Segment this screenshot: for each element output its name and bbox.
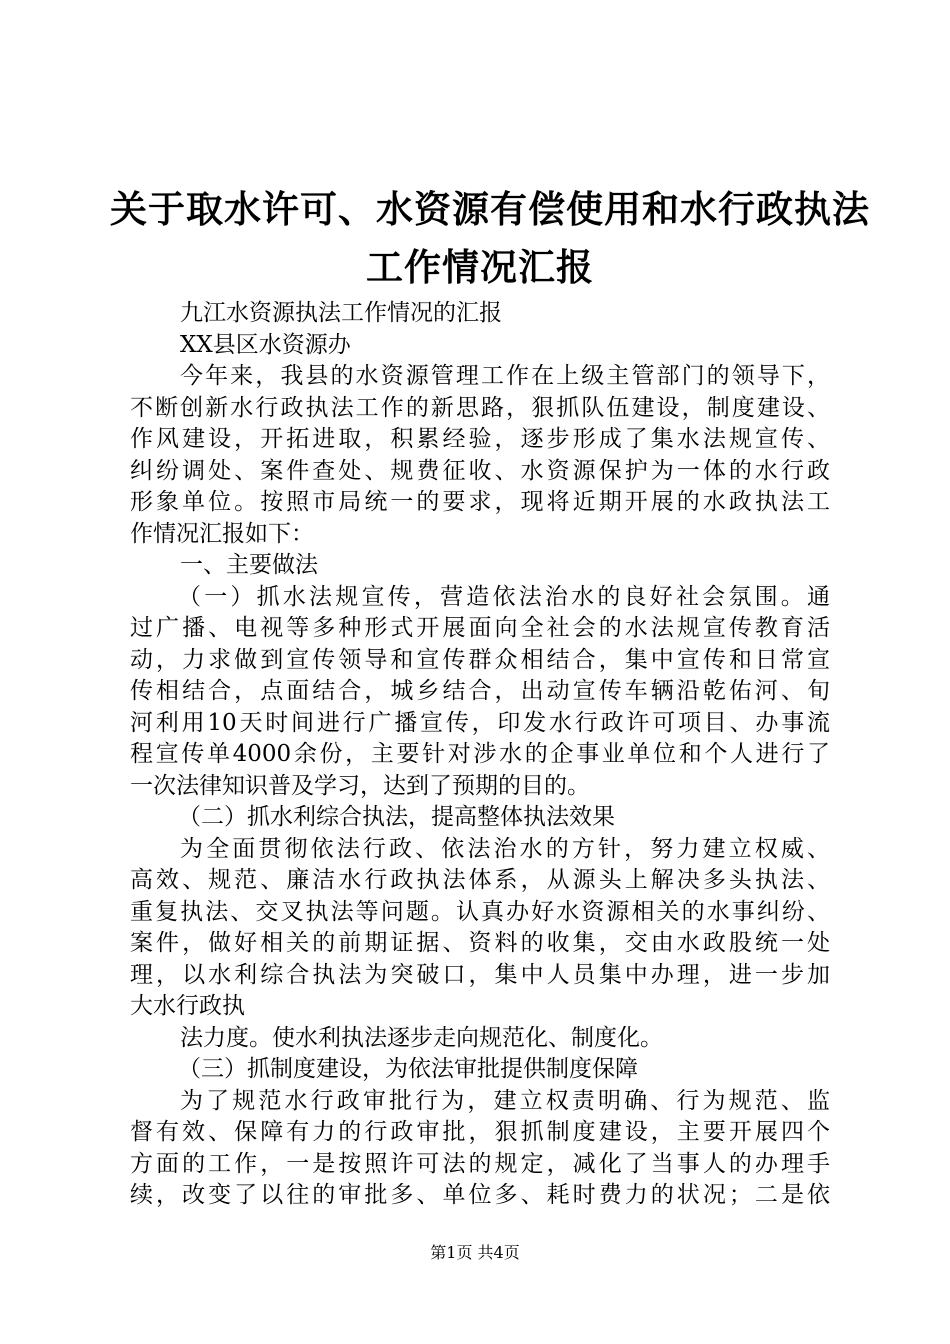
page-number-footer: 第1页 共4页 bbox=[430, 1243, 520, 1262]
paragraph-line: 今年来，我县的水资源管理工作在上级主管部门的领导下， bbox=[180, 363, 830, 389]
paragraph-line: 过广播、电视等多种形式开展面向全社会的水法规宣传教育活 bbox=[130, 615, 830, 641]
document-title-line-1: 关于取水许可、水资源有偿使用和水行政执法 bbox=[110, 188, 870, 231]
paragraph-line: 法力度。使水利执法逐步走向规范化、制度化。 bbox=[180, 1024, 663, 1051]
author-line: XX县区水资源办 bbox=[180, 331, 351, 358]
subsection-heading: （三）抓制度建设，为依法审批提供制度保障 bbox=[178, 1056, 638, 1082]
subsection-heading: （一）抓水法规宣传，营造依法治水的良好社会氛围。通 bbox=[178, 583, 830, 610]
paragraph-line: 为了规范水行政审批行为，建立权责明确、行为规范、监 bbox=[180, 1087, 830, 1114]
paragraph-line: 河利用10天时间进行广播宣传，印发水行政许可项目、办事流 bbox=[130, 709, 830, 736]
paragraph-line: 方面的工作，一是按照许可法的规定，减化了当事人的办理手 bbox=[130, 1150, 830, 1177]
paragraph-line: 为全面贯彻依法行政、依法治水的方针，努力建立权威、 bbox=[180, 835, 830, 862]
paragraph-line: 高效、规范、廉洁水行政执法体系，从源头上解决多头执法、 bbox=[130, 867, 830, 893]
paragraph-line: 作风建设，开拓进取，积累经验，逐步形成了集水法规宣传、 bbox=[130, 426, 830, 452]
paragraph-line: 一次法律知识普及学习，达到了预期的目的。 bbox=[130, 772, 590, 799]
paragraph-line: 动，力求做到宣传领导和宣传群众相结合，集中宣传和日常宣 bbox=[130, 646, 830, 673]
paragraph-line: 传相结合，点面结合，城乡结合，出动宣传车辆沿乾佑河、旬 bbox=[130, 678, 830, 704]
paragraph-line: 形象单位。按照市局统一的要求，现将近期开展的水政执法工 bbox=[130, 489, 830, 515]
paragraph-line: 不断创新水行政执法工作的新思路，狠抓队伍建设，制度建设、 bbox=[130, 394, 830, 421]
document-body bbox=[130, 298, 830, 1212]
paragraph-line: 理，以水利综合执法为突破口，集中人员集中办理，进一步加 bbox=[130, 961, 830, 988]
paragraph-line: 程宣传单4000余份，主要针对涉水的企事业单位和个人进行了 bbox=[130, 741, 830, 767]
paragraph-line: 纠纷调处、案件查处、规费征收、水资源保护为一体的水行政 bbox=[130, 457, 830, 484]
subsection-heading: （二）抓水利综合执法，提高整体执法效果 bbox=[178, 804, 615, 830]
paragraph-line: 重复执法、交叉执法等问题。认真办好水资源相关的水事纠纷、 bbox=[130, 898, 830, 925]
paragraph-line: 大水行政执 bbox=[130, 993, 245, 1019]
subtitle: 九江水资源执法工作情况的汇报 bbox=[180, 300, 502, 326]
paragraph-line: 续，改变了以往的审批多、单位多、耗时费力的状况；二是依 bbox=[130, 1182, 830, 1208]
section-heading: 一、主要做法 bbox=[180, 552, 318, 578]
paragraph-line: 督有效、保障有力的行政审批，狠抓制度建设，主要开展四个 bbox=[130, 1119, 830, 1145]
document-title-line-2: 工作情况汇报 bbox=[366, 246, 594, 289]
paragraph-line: 案件，做好相关的前期证据、资料的收集，交由水政股统一处 bbox=[130, 930, 830, 956]
paragraph-line: 作情况汇报如下： bbox=[130, 520, 314, 547]
